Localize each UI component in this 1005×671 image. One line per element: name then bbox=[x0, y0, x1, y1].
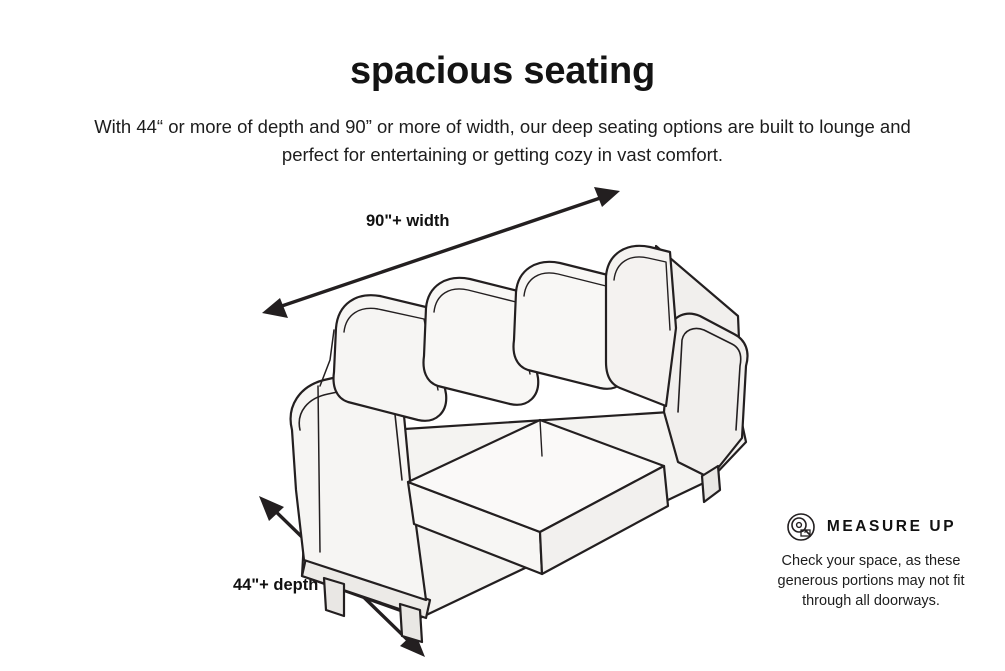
measure-up-title: MEASURE UP bbox=[826, 518, 957, 535]
depth-dimension-label: 44"+ depth bbox=[233, 576, 319, 594]
width-arrow-head-left bbox=[262, 298, 288, 318]
sofa-line-drawing bbox=[240, 180, 780, 670]
page-title: spacious seating bbox=[349, 50, 656, 92]
tape-measure-icon bbox=[786, 512, 816, 542]
width-dimension-label: 90"+ width bbox=[366, 212, 450, 230]
sofa-leg-front bbox=[400, 604, 422, 642]
measure-up-callout bbox=[752, 512, 990, 611]
page-subtitle: With 44“ or more of depth and 90” or more of width, our deep seating options are built to lounge and perfect for entertaining or getting cozy in vast comfort. bbox=[94, 116, 911, 165]
measure-up-body: Check your space, as these generous portions may not fit through all doorways. bbox=[777, 553, 965, 609]
sofa-leg-left bbox=[324, 578, 344, 616]
